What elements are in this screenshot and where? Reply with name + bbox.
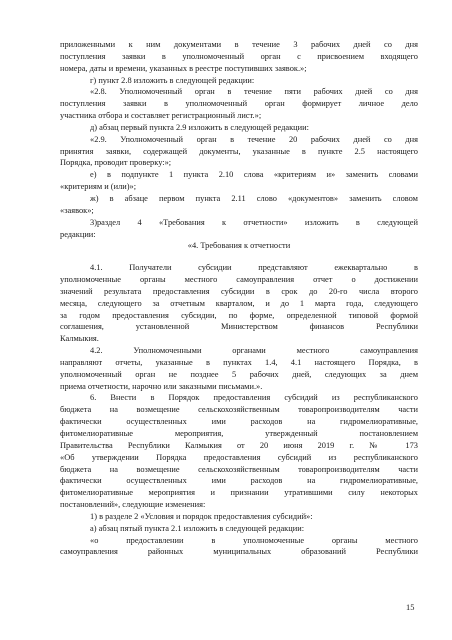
text-line: а) абзац пятый пункта 2.1 изложить в следующей редакции: [90,523,305,533]
text-line: 4.1. Получатели субсидии представляют ежеквартально в [90,263,418,273]
text-line: самоуправления районных муниципальных образований Республики [60,547,418,557]
text-line: Правительства Республики Калмыкия от 20 июня 2019 г. № 173 [60,440,418,450]
text-line: 6. Внести в Порядок предоставления субсидий из республиканского [90,393,418,403]
text-line: «2.9. Уполномоченный орган в течение 20 рабочих дней со дня [90,134,418,144]
text-line: редакции: [60,229,96,239]
document-body [60,39,418,558]
paragraph-clause-4-1 [60,262,418,345]
text-line: д) абзац первый пункта 2.9 изложить в следующей редакции: [90,122,309,132]
text-line: Калмыкия. [60,334,99,344]
text-line: фитомелиоративные мероприятия и признании утратившими силу некоторых [60,488,418,498]
text-line: направляют отчеты, указанные в пунктах 1.4, 4.1 настоящего Порядка, в [60,357,418,367]
text-line: е) в подпункте 1 пункта 2.10 слова «критериям и» заменить словами [90,170,418,180]
paragraph-item-g [60,75,418,87]
text-line: бюджета на возмещение сельскохозяйственным товаропроизводителям части [60,464,418,474]
text-line: «2.8. Уполномоченный орган в течение пяти рабочих дней со дня [90,87,418,97]
text-line: «Об утверждении Порядка предоставления субсидий из республиканского [60,452,418,462]
paragraph-clause-2-8 [60,86,418,122]
text-line: принятия заявки, содержащей документы, указанные в пункте 2.5 настоящего [60,146,418,156]
text-line: бюджета на возмещение сельскохозяйственным товаропроизводителям части [60,405,418,415]
paragraph-item-6-1 [60,511,418,523]
text-line: фактически осуществленных ими расходов на гидромелиоративные, [60,417,418,427]
text-line: фитомелиоративные мероприятия, утвержденный постановлением [60,429,418,438]
text-line: уполномоченные органы местного самоуправления отчет о достижении [60,275,418,285]
paragraph-item-6-1-a [60,523,418,535]
paragraph-quoted-text [60,535,418,559]
text-line: значений результата предоставления субсидии в срок до 20-го числа второго [60,286,418,296]
page-number: 15 [406,603,415,612]
text-line: «заявок»; [60,205,94,215]
text-line: ж) в абзаце первом пункта 2.11 слово «документов» заменить словом [90,193,418,203]
text-line: номера, даты и времени, указанных в реестре поступивших заявок.»; [60,63,307,73]
text-line: за годом предоставления субсидии, по форме, определенной типовой формой [60,310,418,320]
text-line: фактически осуществленных ими расходов на гидромелиоративные, [60,476,418,486]
text-line: Порядка, проводит проверку:»; [60,158,172,168]
text-line: г) пункт 2.8 изложить в следующей редакции: [90,75,255,85]
paragraph-clause-2-9 [60,134,418,170]
text-line: участника отбора и составляет регистрационный лист.»; [60,111,262,121]
text-line: поступления заявки в уполномоченный орган с присвоением входящего [60,51,418,61]
text-line: соглашения, установленной Министерством финансов Республики [60,322,418,332]
paragraph-prior-procedure [60,39,418,75]
text-line: 4.2. Уполномоченными органами местного самоуправления [90,346,418,356]
paragraph-item-3 [60,217,418,241]
section-heading: «4. Требования к отчетности [187,241,291,251]
text-line: приема отчетности, нарочно или заказными письмами.». [60,381,263,391]
paragraph-clause-4-2 [60,345,418,392]
text-line: поступления заявки в уполномоченный орган формирует личное дело [60,99,418,109]
text-line: постановлений», следующие изменения: [60,500,206,510]
paragraph-item-zh [60,193,418,217]
text-line: 3)раздел 4 «Требования к отчетности» изложить в следующей [90,217,418,227]
paragraph-item-d [60,122,418,134]
text-line: уполномоченный орган не позднее 5 рабочих дней, следующих за днем [60,369,418,379]
text-line: «о предоставлении в уполномоченные органы местного [90,535,418,545]
text-line: 1) в разделе 2 «Условия и порядок предоставления субсидий»: [90,511,313,521]
text-line: «критериям и (или)»; [60,182,137,192]
paragraph-item-6 [60,392,418,510]
paragraph-item-e [60,169,418,193]
text-line: приложенными к ним документами в течение 3 рабочих дней со дня [60,40,418,49]
text-line: месяца, следующего за отчетным кварталом, и до 1 марта года, следующего [60,298,418,308]
